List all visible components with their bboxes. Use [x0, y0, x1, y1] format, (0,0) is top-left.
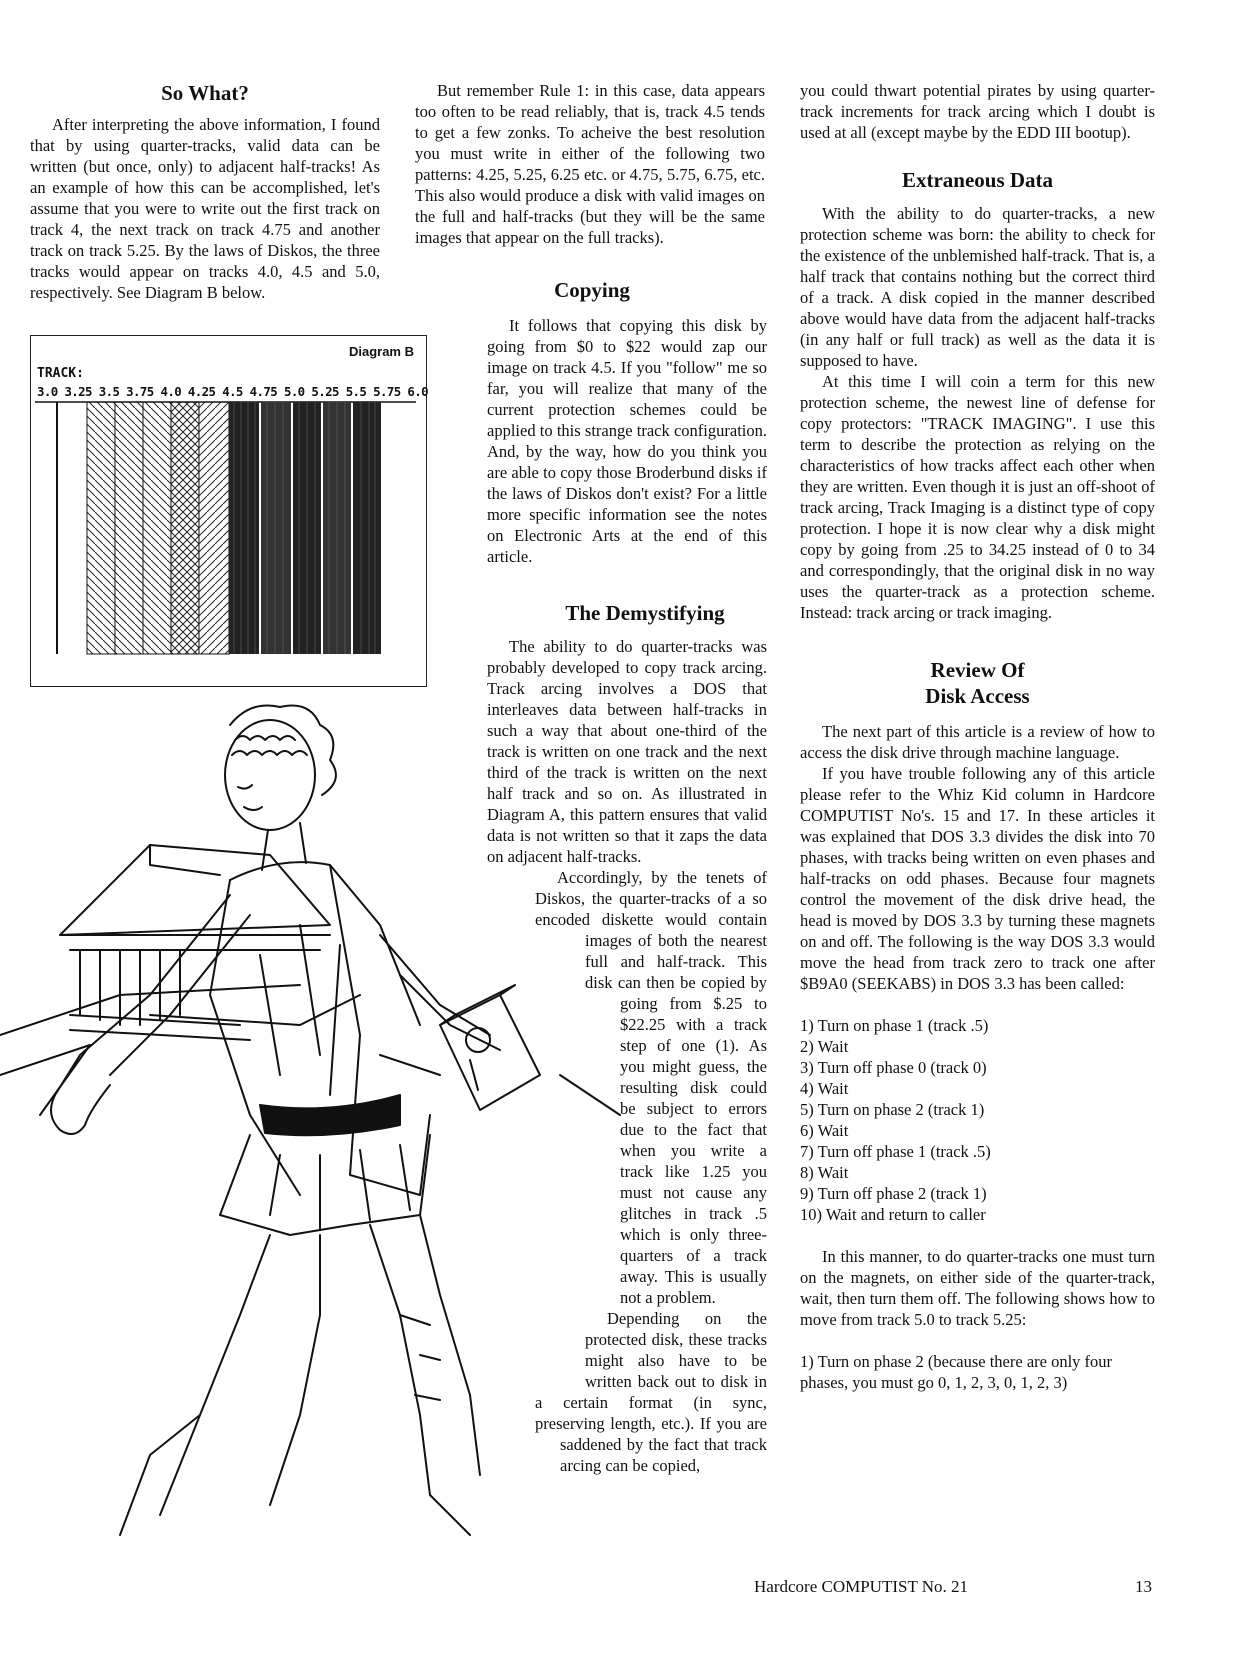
list-item: 1) Turn on phase 1 (track .5) [800, 1016, 989, 1035]
section-heading-extraneous-data: Extraneous Data [901, 168, 1054, 192]
list-item: 5) Turn on phase 2 (track 1) [800, 1100, 985, 1119]
section-heading-demystifying: The Demystifying [565, 601, 725, 625]
list-item: 4) Wait [800, 1079, 849, 1098]
list-item: 2) Wait [800, 1037, 849, 1056]
copying-section [487, 277, 767, 567]
page-number: 13 [1135, 1577, 1152, 1596]
magazine-title: Hardcore COMPUTIST No. 21 [754, 1577, 969, 1596]
paragraph: At this time I will coin a term for this new protection scheme, the newest line of defense for copy protectors: "TRACK IMAGING". I use this term to describe the protection as relying on the characteristics of how tracks affect each other when they are written. Even though it is just an off-shoot of track arcing, Track Imaging is a distinct type of copy protection. I hope it is now clear why a disk might copy by going from .25 to 34.25 instead of 0 to 34 and correspondingly, that the original disk in no way uses the quarter-track as a protection scheme. Instead: track arcing or track imaging. [800, 372, 1155, 622]
demystifying-section [415, 636, 767, 1546]
paragraph: Accordingly, by the tenets of Diskos, the quarter-tracks of a so encoded diskette would contain images of both the nearest full and half-track. This disk can then be copied by going from $.25 to $22.25 with a track step of one (1). As you might guess, the resulting disk could be subject to errors due to the fact that when you write a track like 1.25 you must not cause any glitches in track .5 which is only three-quarters of a track away. This is usually not a problem. [535, 868, 767, 1307]
column-3 [800, 80, 1155, 1393]
paragraph: The ability to do quarter-tracks was probably developed to copy track arcing. Track arcing involves a DOS that interleaves data between half-tracks in such a way that about one-third of the track is written on one track and the next third of the track is written on the next half track and so on. As illustrated in Diagram A, this pattern ensures that valid data is not written so that it zaps the data on adjacent half-tracks. [487, 637, 767, 866]
paragraph: It follows that copying this disk by going from $0 to $22 would zap our image on track 4.5. If you "follow" me so far, you will realize that many of the current protection schemes could be applied to this strange track configuration. And, by the way, how do you think you are able to copy those Broderbund disks if the laws of Diskos don't exist? For a little more specific information see the notes on Electronic Arts at the end of this article. [487, 316, 767, 566]
page-footer [0, 1577, 1240, 1601]
list-item: 8) Wait [800, 1163, 849, 1182]
phase-steps-list [800, 1015, 1155, 1225]
section-heading-review-line-2: Disk Access [925, 684, 1030, 708]
section-heading-copying: Copying [554, 278, 630, 302]
list-item: 1) Turn on phase 2 (because there are only four phases, you must go 0, 1, 2, 3, 0, 1, 2, 3) [800, 1352, 1113, 1392]
list-item: 3) Turn off phase 0 (track 0) [800, 1058, 987, 1077]
demystifying-heading-wrap [415, 600, 765, 626]
paragraph: you could thwart potential pirates by using quarter-track increments for track arcing which I doubt is used at all (except maybe by the EDD III bootup). [800, 81, 1155, 142]
paragraph: If you have trouble following any of this article please refer to the Whiz Kid column in Hardcore COMPUTIST No's. 15 and 17. In these articles it was explained that DOS 3.3 divides the disk into 70 phases, with tracks being written on even phases and half-tracks on odd phases. Because four magnets control the movement of the disk drive head, the head is moved by DOS 3.3 by turning these magnets on and off. The following is the way DOS 3.3 would move the head from track zero to track one after $B9A0 (SEEKABS) in DOS 3.3 has been called: [800, 764, 1155, 993]
diagram-track-label: TRACK: [37, 366, 84, 381]
paragraph: Depending on the protected disk, these tracks might also have to be written back out to disk in a certain format (in sync, preserving length, etc.). If you are saddened by the fact that track arcing can be copied, [535, 1309, 767, 1475]
paragraph: With the ability to do quarter-tracks, a new protection scheme was born: the ability to check for the existence of the unblemished half-track. That is, a half track that contains nothing but the correct third of a track. A disk copied in the manner described above would have data from the adjacent half-tracks (in any half or full track) as well as the data it is supposed to have. [800, 204, 1155, 370]
column-1 [30, 80, 380, 303]
list-item: 9) Turn off phase 2 (track 1) [800, 1184, 987, 1203]
list-item: 10) Wait and return to caller [800, 1205, 986, 1224]
diagram-title: Diagram B [348, 344, 414, 359]
paragraph: The next part of this article is a review of how to access the disk drive through machine language. [800, 722, 1155, 762]
diagram-b [30, 335, 427, 687]
section-heading-review-line-1: Review Of [930, 658, 1025, 682]
list-item: 6) Wait [800, 1121, 849, 1140]
paragraph: In this manner, to do quarter-tracks one must turn on the magnets, on either side of the quarter-track, wait, then turn them off. The following shows how to move from track 5.0 to track 5.25: [800, 1247, 1155, 1329]
paragraph: But remember Rule 1: in this case, data appears too often to be read reliably, that is, track 4.5 tends to get a few zonks. To acheive the best resolution you must write in either of the following two patterns: 4.25, 5.25, 6.25 etc. or 4.75, 5.75, 6.75, etc. This also would produce a disk with valid images on the full and half-tracks (but they will be the same images that appear on the full tracks). [415, 81, 765, 247]
list-item: 7) Turn off phase 1 (track .5) [800, 1142, 991, 1161]
diagram-track-ticks: 3.0 3.25 3.5 3.75 4.0 4.25 4.5 4.75 5.0 5.25 5.5 5.75 6.0 [37, 384, 429, 399]
column-2 [415, 80, 765, 248]
paragraph: After interpreting the above information, I found that by using quarter-tracks, valid data can be written (but once, only) to adjacent half-tracks! As an example of how this can be accomplished, let's assume that you were to write out the first track on track 4, the next track on track 4.75 and another track on track 5.25. By the laws of Diskos, the three tracks would appear on tracks 4.0, 4.5 and 5.0, respectively. See Diagram B below. [30, 115, 380, 302]
section-heading-so-what: So What? [161, 81, 249, 105]
